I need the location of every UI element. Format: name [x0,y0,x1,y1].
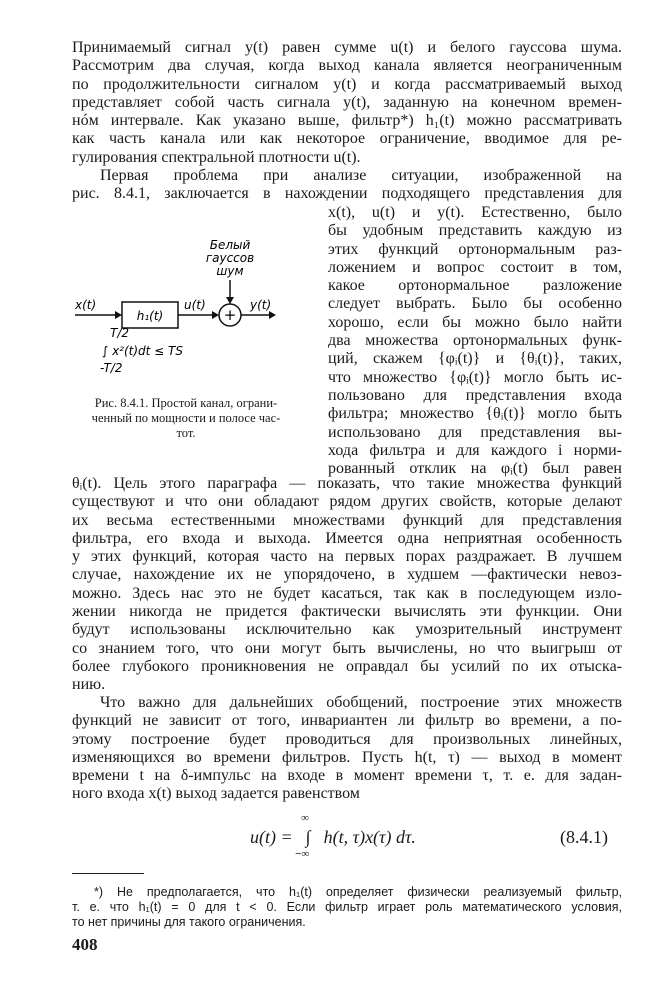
text-line: ного входа x(t) выход задается равенством [72,785,360,803]
page-number: 408 [72,935,98,954]
text-line: нию. [72,676,106,694]
arrow-head-icon [212,311,219,319]
footnote-line: т. е. что h₁(t) = 0 для t < 0. Если фильтр играет роль математического условия, [72,900,622,914]
plus-icon: + [223,306,237,324]
text-line: можно. Здесь нас это не будет касаться, так как в последующем изло- [72,584,622,602]
text-line: случае, нахождение их не упорядочено, в худшем —фактически невоз- [72,566,622,584]
text-line: хода фильтра и для каждого i норми- [328,441,622,459]
equation-lhs: u(t) = [250,827,293,847]
paragraph-1-continued [72,475,622,695]
noise-label [206,238,254,278]
text-line: изменяющихся во времени фильтров. Пусть h(t, τ) — выход в момент [72,748,622,766]
text-line: ложением и вопрос состоит в том, [328,258,622,276]
text-line: пользовано для представления входа [328,386,622,404]
output-label: y(t) [250,298,272,312]
caption-line: Рис. 8.4.1. Простой канал, ограни- [94,396,278,410]
caption-line: ченный по мощности и полосе час- [91,411,281,425]
upper-limit: ∞ [301,812,309,824]
footnote-line: *) Не предполагается, что h₁(t) определяет физически реализуемый фильтр, [94,885,622,899]
text-line: ций, скажем {φᵢ(t)} и {θᵢ(t)}, таких, [328,350,622,368]
equation-8-4-1 [250,812,416,860]
arrow-head-icon [115,311,122,319]
noise-label-line: шум [216,264,244,278]
text-line: этих функций ортонормальным раз- [328,240,622,258]
equation-integrand: h(t, τ)x(τ) dτ. [323,827,416,847]
channel-diagram [70,235,310,385]
filter-label: h₁(t) [136,309,164,323]
noise-label-line: Белый [209,238,251,252]
text-line: x(t), u(t) и y(t). Естественно, было [328,204,622,221]
text-line: фильтра; множество {θᵢ(t)} могло быть [328,405,622,423]
text-line: два множества ортонормальных функ- [328,332,622,350]
footnote [72,885,622,930]
arrow-head-icon [269,311,276,319]
mid-label: u(t) [184,298,206,312]
footnote-divider [72,873,144,874]
text-line: θᵢ(t). Цель этого параграфа — показать, что такие множества функций [72,475,622,492]
text-line: гулирования спектральной плотности u(t). [72,148,361,166]
text-line: Рассмотрим два случая, когда выход канала является неограниченным [72,57,622,75]
text-line: существуют и что они обладают рядом других свойств, которые делают [72,493,622,511]
text-line: рис. 8.4.1, заключается в нахождении подходящего представления для [72,185,622,203]
constraint-expression: ∫ x²(t)dt ≤ TS [102,344,183,358]
text-line: Первая проблема при анализе ситуации, изображенной на [100,167,622,185]
input-label: x(t) [75,298,97,312]
text-line: как часть канала или как некоторое ограничение, вводимое для ре- [72,130,622,148]
text-line: следует выбрать. Было бы особенно [328,295,622,313]
text-line: фильтра, его входа и выхода. Имеется одна неприятная особенность [72,529,622,547]
integral-sign: ∫ ∞ −∞ [295,812,311,860]
text-line: жении никогда не придется фактически вычислять эти функции. Они [72,603,622,621]
caption-line: тот. [176,426,196,440]
text-line: по продолжительности сигналом y(t) и когда рассматриваемый выход [72,75,622,93]
text-line: со знанием того, что они могут быть вычислены, но что выигрыш от [72,639,622,657]
constraint-lower-limit: -T/2 [100,361,123,375]
text-line: Что важно для дальнейших обобщений, построение этих множеств [100,694,622,711]
arrow-head-icon [226,297,234,304]
footnote-line: то нет причины для такого ограничения. [72,915,306,929]
text-line: времени t на δ-импульс на входе в момент времени τ, т. е. для задан- [72,767,622,785]
equation-number: (8.4.1) [560,827,608,847]
text-line: более глубокого проникновения не оправдал бы усилий по их отыска- [72,657,622,675]
text-line: хорошо, если бы можно было найти [328,313,622,331]
constraint-upper-limit: T/2 [110,326,130,340]
noise-label-line: гауссов [205,251,255,265]
text-line: что множество {φᵢ(t)} могло быть ис- [328,368,622,386]
text-line: функций не зависит от того, инвариантен ли фильтр во времени, а по- [72,712,622,730]
text-line: у этих функций, которая часто на первых порах раздражает. В лучшем [72,548,622,566]
text-line: нóм интервале. Как указано выше, фильтр*) h₁(t) можно рассматривать [72,112,622,130]
paragraph-2 [72,694,622,804]
text-line: использовано для представления вы- [328,423,622,441]
text-line: рованный отклик на φᵢ(t) был равен [328,460,622,478]
figure-caption [72,396,300,441]
paragraph-1 [72,39,622,204]
text-line: будут использованы исключительно как умозрительный инструмент [72,621,622,639]
text-line: Принимаемый сигнал y(t) равен сумме u(t) и белого гауссова шума. [72,39,622,56]
text-line: представляет собой часть сигнала y(t), заданную на конечном времен- [72,93,622,111]
lower-limit: −∞ [295,848,310,860]
text-line: какое ортонормальное разложение [328,277,622,295]
text-line: этому построение будет проводиться для произвольных линейных, [72,730,622,748]
text-line: бы удобным представить каждую из [328,222,622,240]
paragraph-1-right-column [328,204,622,478]
text-line: их весьма естественными множествами функций для представления [72,511,622,529]
